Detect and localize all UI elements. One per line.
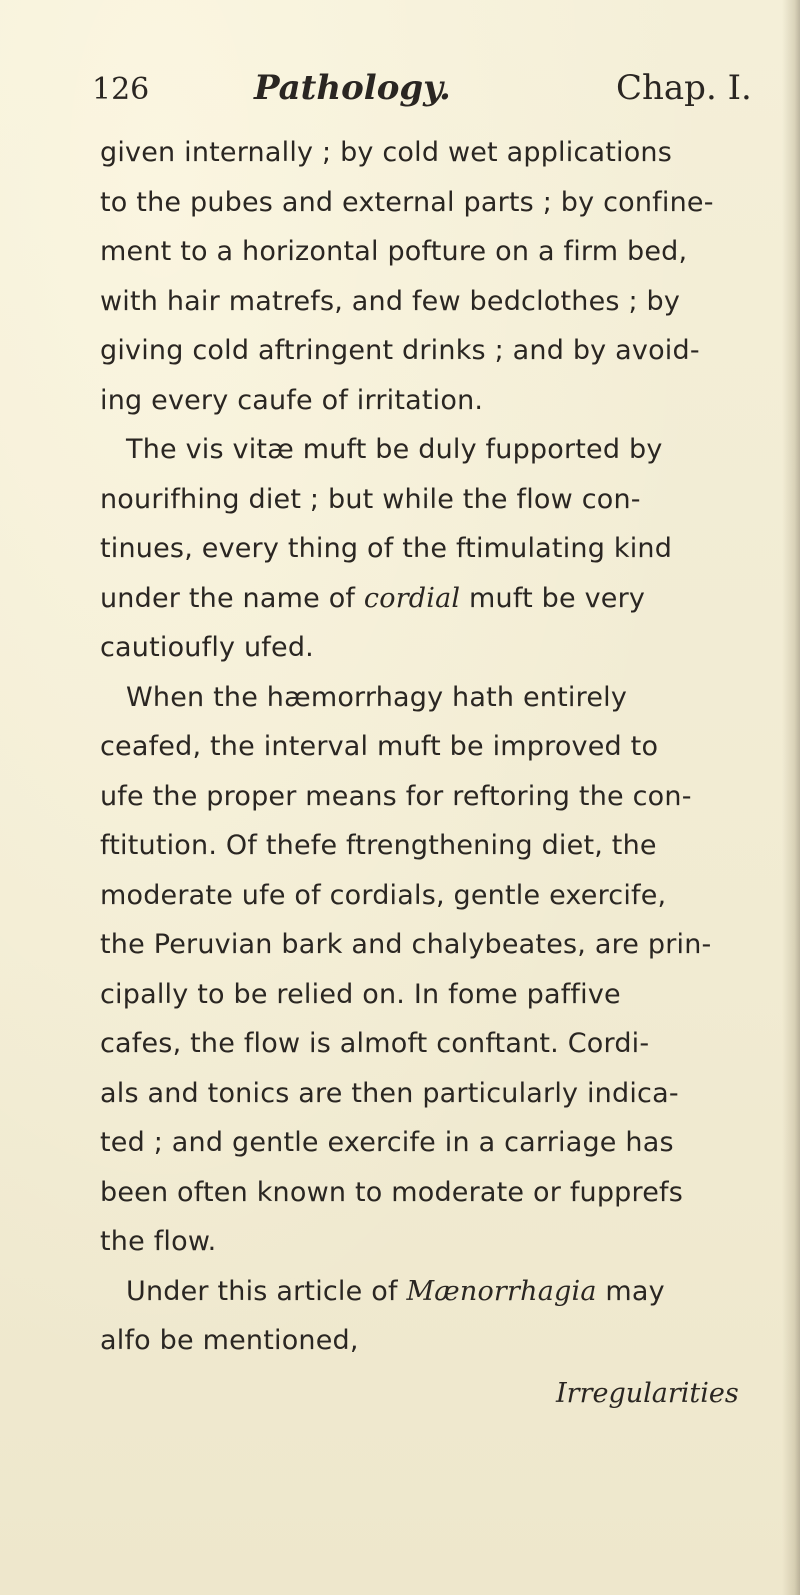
body-text <box>100 128 760 1366</box>
text-line-with-italic <box>100 574 760 624</box>
text-line: ftitution. Of thefe ftrengthening diet, the <box>100 830 657 861</box>
running-header <box>0 62 800 122</box>
text-line: the Peruvian bark and chalybeates, are prin- <box>100 929 712 960</box>
text-line: nourifhing diet ; but while the flow con- <box>100 483 641 515</box>
running-title: Pathology. <box>254 68 451 108</box>
chapter-label: Chap. I. <box>616 68 752 108</box>
text-line: als and tonics are then particularly indica- <box>100 1077 679 1109</box>
italic-term-cordial: cordial <box>363 582 461 614</box>
text-line: moderate ufe of cordials, gentle exercife, <box>100 879 667 911</box>
text-line: ufe the proper means for reftoring the con- <box>100 780 692 812</box>
text-line: the flow. <box>100 1226 217 1257</box>
text-line: cautioufly ufed. <box>100 632 314 663</box>
text-line: cafes, the flow is almoft conftant. Cordi- <box>100 1028 650 1059</box>
text-line: ceafed, the interval muft be improved to <box>100 731 659 762</box>
catchword: Irregularities <box>556 1378 739 1409</box>
text-line: The vis vitæ muft be duly fupported by <box>126 434 663 465</box>
text-line: with hair matrefs, and few bedclothes ; by <box>100 285 681 317</box>
text-segment: may <box>596 1275 665 1307</box>
text-line: alfo be mentioned, <box>100 1325 359 1356</box>
text-line: giving cold aftringent drinks ; and by avoid- <box>100 335 700 366</box>
text-line: to the pubes and external parts ; by confine- <box>100 186 714 218</box>
text-line: ment to a horizontal pofture on a firm bed, <box>100 236 688 267</box>
text-segment: under the name of <box>100 582 364 614</box>
text-line: given internally ; by cold wet applications <box>100 137 673 168</box>
text-line: When the hæmorrhagy hath entirely <box>126 681 628 713</box>
text-segment: Under this article of <box>126 1275 407 1307</box>
text-line: tinues, every thing of the ftimulating kind <box>100 533 673 564</box>
text-line: been often known to moderate or fupprefs <box>100 1176 684 1208</box>
italic-term-maenorrhagia: Mænorrhagia <box>406 1275 597 1307</box>
text-line-with-italic <box>100 1267 760 1317</box>
page-number: 126 <box>92 72 150 107</box>
page-edge-shadow <box>782 0 800 1595</box>
text-line: ing every caufe of irritation. <box>100 384 484 416</box>
text-line: cipally to be relied on. In fome paffive <box>100 978 621 1010</box>
text-segment: muft be very <box>460 582 646 614</box>
text-line: ted ; and gentle exercife in a carriage has <box>100 1127 674 1158</box>
